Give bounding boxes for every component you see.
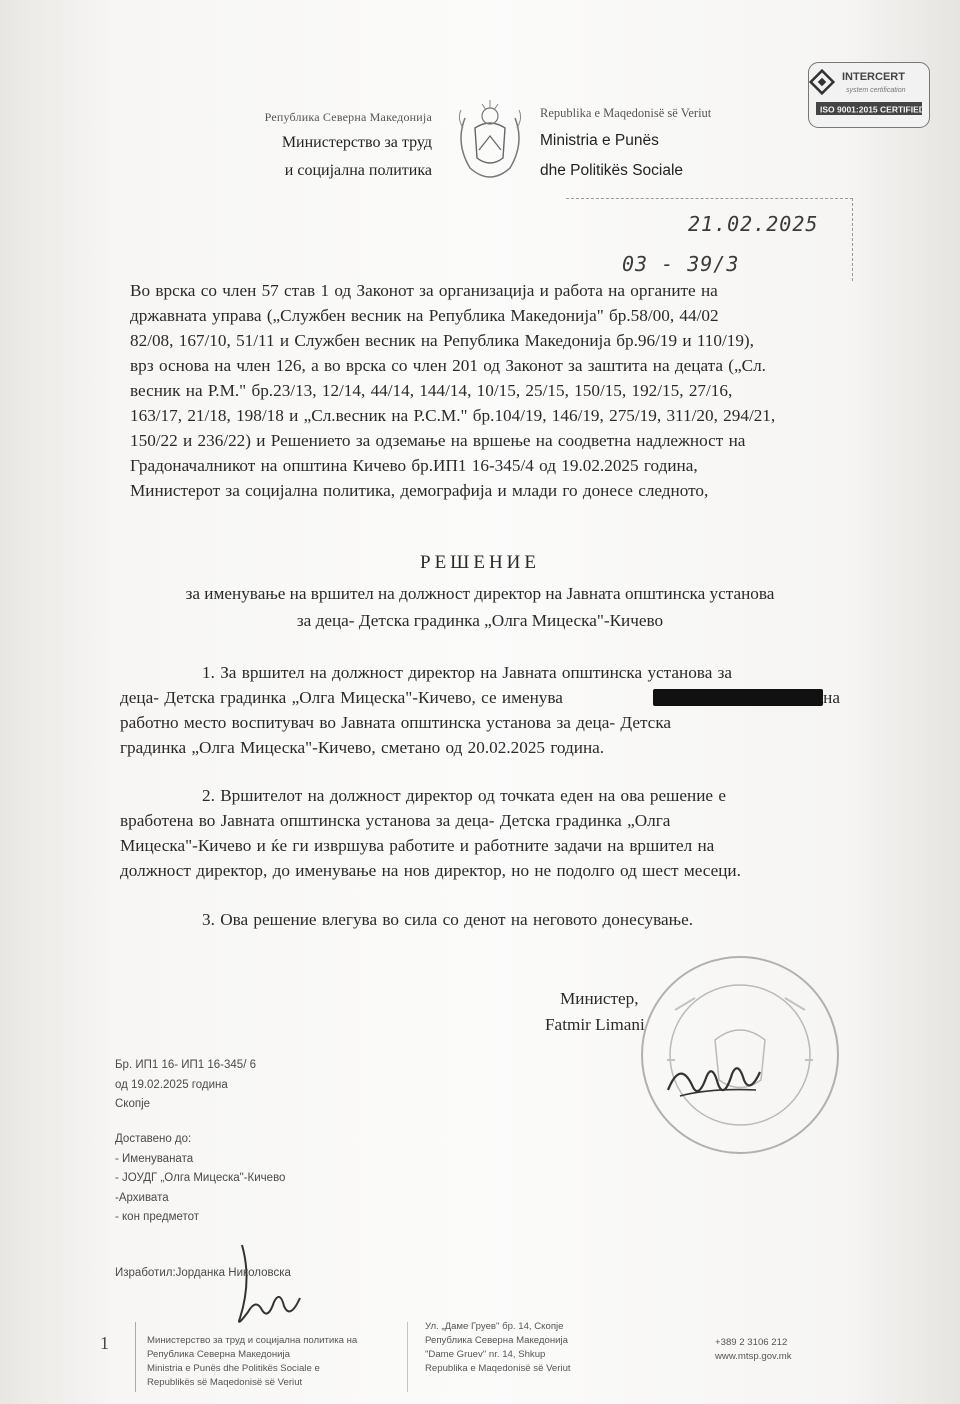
intro-paragraph (130, 278, 850, 503)
intro-line: Градоначалникот на општина Кичево бр.ИП1 16-345/4 од 19.02.2025 година, (130, 456, 698, 475)
signer-role: Министер, (560, 989, 639, 1008)
footer-line: Република Северна Македонија (425, 1335, 568, 1346)
decision-item-3 (120, 907, 840, 932)
registration-date: 21.02.2025 (688, 212, 819, 236)
footer-divider (135, 1322, 136, 1392)
item1-line-2 (120, 685, 840, 710)
cert-subtitle: system certification (846, 87, 906, 94)
header-right (540, 106, 780, 181)
cert-iso: ISO 9001:2015 CERTIFIED (820, 104, 925, 115)
delivery-item: - Именуваната (115, 1152, 194, 1165)
footer-col-address (425, 1320, 571, 1376)
page-number: 1 (100, 1333, 109, 1353)
footer-divider (407, 1322, 408, 1392)
reference-city: Скопје (115, 1098, 151, 1110)
decision-item-1 (120, 660, 840, 760)
intro-line: Министерот за социјална политика, демографија и млади го донесе следното, (130, 481, 709, 500)
subtitle-line-2: за деца- Детска градинка „Олга Мицеска"-Кичево (296, 611, 664, 630)
prepared-by: Изработил:Јорданка Николовска (115, 1267, 291, 1279)
signature-block (545, 986, 645, 1038)
footer-line: Република Северна Македонија (147, 1349, 290, 1360)
decision-title: РЕШЕНИЕ (420, 552, 540, 573)
preparer-signature (222, 1240, 322, 1330)
item1-line-1: 1. За вршител на должност директор на Јавната општинска установа за (202, 663, 733, 682)
decision-subtitle (120, 580, 840, 634)
intro-line: 82/08, 167/10, 51/11 и Службен весник на Република Македонија бр.96/19 и 110/19), (130, 331, 754, 350)
subtitle-line-1: за именување на вршител на должност директор на Јавната општинска установа (185, 584, 775, 603)
footer-line: Ministria e Punës dhe Politikës Sociale e (147, 1363, 320, 1374)
intro-line: 150/22 и 236/22) и Решението за одземање на вршење на соодветна надлежност на (130, 431, 746, 450)
intro-line: државната управа („Службен весник на Република Македонија" бр.58/00, 44/02 (130, 306, 719, 325)
intro-line: Во врска со член 57 став 1 од Законот за организација и работа на органите на (130, 281, 718, 300)
item1-line-4: градинка „Олга Мицеска"-Кичево, сметано од 20.02.2025 година. (120, 738, 605, 757)
coat-of-arms-emblem (445, 88, 535, 188)
footer-line: "Dame Gruev" nr. 14, Shkup (425, 1349, 546, 1360)
footer-line: Republika e Maqedonisë së Veriut (425, 1363, 571, 1374)
delivery-heading: Доставено до: (115, 1133, 192, 1145)
delivery-item: - кон предметот (115, 1211, 200, 1223)
signer-name: Fatmir Limani (545, 1015, 645, 1034)
intro-line: весник на Р.М." бр.23/13, 12/14, 44/14, 144/14, 10/15, 25/15, 150/15, 192/15, 27/16, (130, 381, 733, 400)
header-ministry-mk-1: Министерство за труд (281, 134, 432, 151)
footer-line: Ул. „Даме Груев" бр. 14, Скопје (425, 1321, 564, 1332)
item3-line: 3. Ова решение влегува во сила со денот на неговото донесување. (202, 910, 694, 929)
delivery-list (115, 1130, 285, 1228)
intercert-certification-logo (808, 62, 930, 128)
item2-line: Мицеска"-Кичево и ќе ги извршува работите и работните задачи на вршител на (120, 836, 715, 855)
decision-item-2 (120, 783, 840, 883)
item1-line-2-text: деца- Детска градинка „Олга Мицеска"-Кичево, се именува (120, 688, 563, 707)
header-ministry-al-2: dhe Politikës Sociale (540, 162, 684, 179)
intro-line: врз основа на член 126, а во врска со член 201 од Законот за заштита на децата („Сл. (130, 356, 766, 375)
delivery-item: -Архивата (115, 1191, 169, 1204)
delivery-item: - ЈОУДГ „Олга Мицеска"-Кичево (115, 1172, 286, 1184)
footer-col-institution (147, 1334, 357, 1390)
header-country-al: Republika e Maqedonisë së Veriut (540, 106, 712, 120)
item2-line: 2. Вршителот на должност директор од точката еден на ова решение е (202, 786, 726, 805)
footer-website: www.mtsp.gov.mk (715, 1351, 792, 1362)
reference-date: од 19.02.2025 година (115, 1078, 228, 1091)
header-country-mk: Република Северна Македонија (264, 110, 432, 124)
minister-signature (660, 1050, 770, 1110)
item2-line: вработена во Јавната општинска установа за деца- Детска градинка „Олга (120, 811, 671, 830)
item2-line: должност директор, до именување на нов директор, но не подолго од шест месеци. (120, 861, 741, 880)
header-left (220, 110, 432, 181)
reference-block (115, 1056, 256, 1115)
footer-line: Republikës së Maqedonisë së Veriut (147, 1377, 303, 1388)
footer-line: Министерство за труд и социјална политика на (147, 1335, 358, 1346)
item1-line-3: работно место воспитувач во Јавната општинска установа за деца- Детска (120, 713, 672, 732)
item1-line-2-end: на (823, 688, 840, 707)
redacted-name (653, 689, 823, 706)
footer-col-contact (715, 1336, 792, 1364)
intro-line: 163/17, 21/18, 198/18 и „Сл.весник на Р.С.М." бр.104/19, 146/19, 275/19, 311/20, 294/21, (130, 406, 776, 425)
header-ministry-mk-2: и социјална политика (284, 162, 432, 179)
footer-phone: +389 2 3106 212 (715, 1337, 788, 1348)
cert-brand: INTERCERT (842, 71, 905, 83)
header-ministry-al-1: Ministria e Punës (540, 132, 659, 149)
reference-number: Бр. ИП1 16- ИП1 16-345/ 6 (115, 1059, 256, 1071)
registration-number: 03 - 39/3 (622, 252, 740, 276)
